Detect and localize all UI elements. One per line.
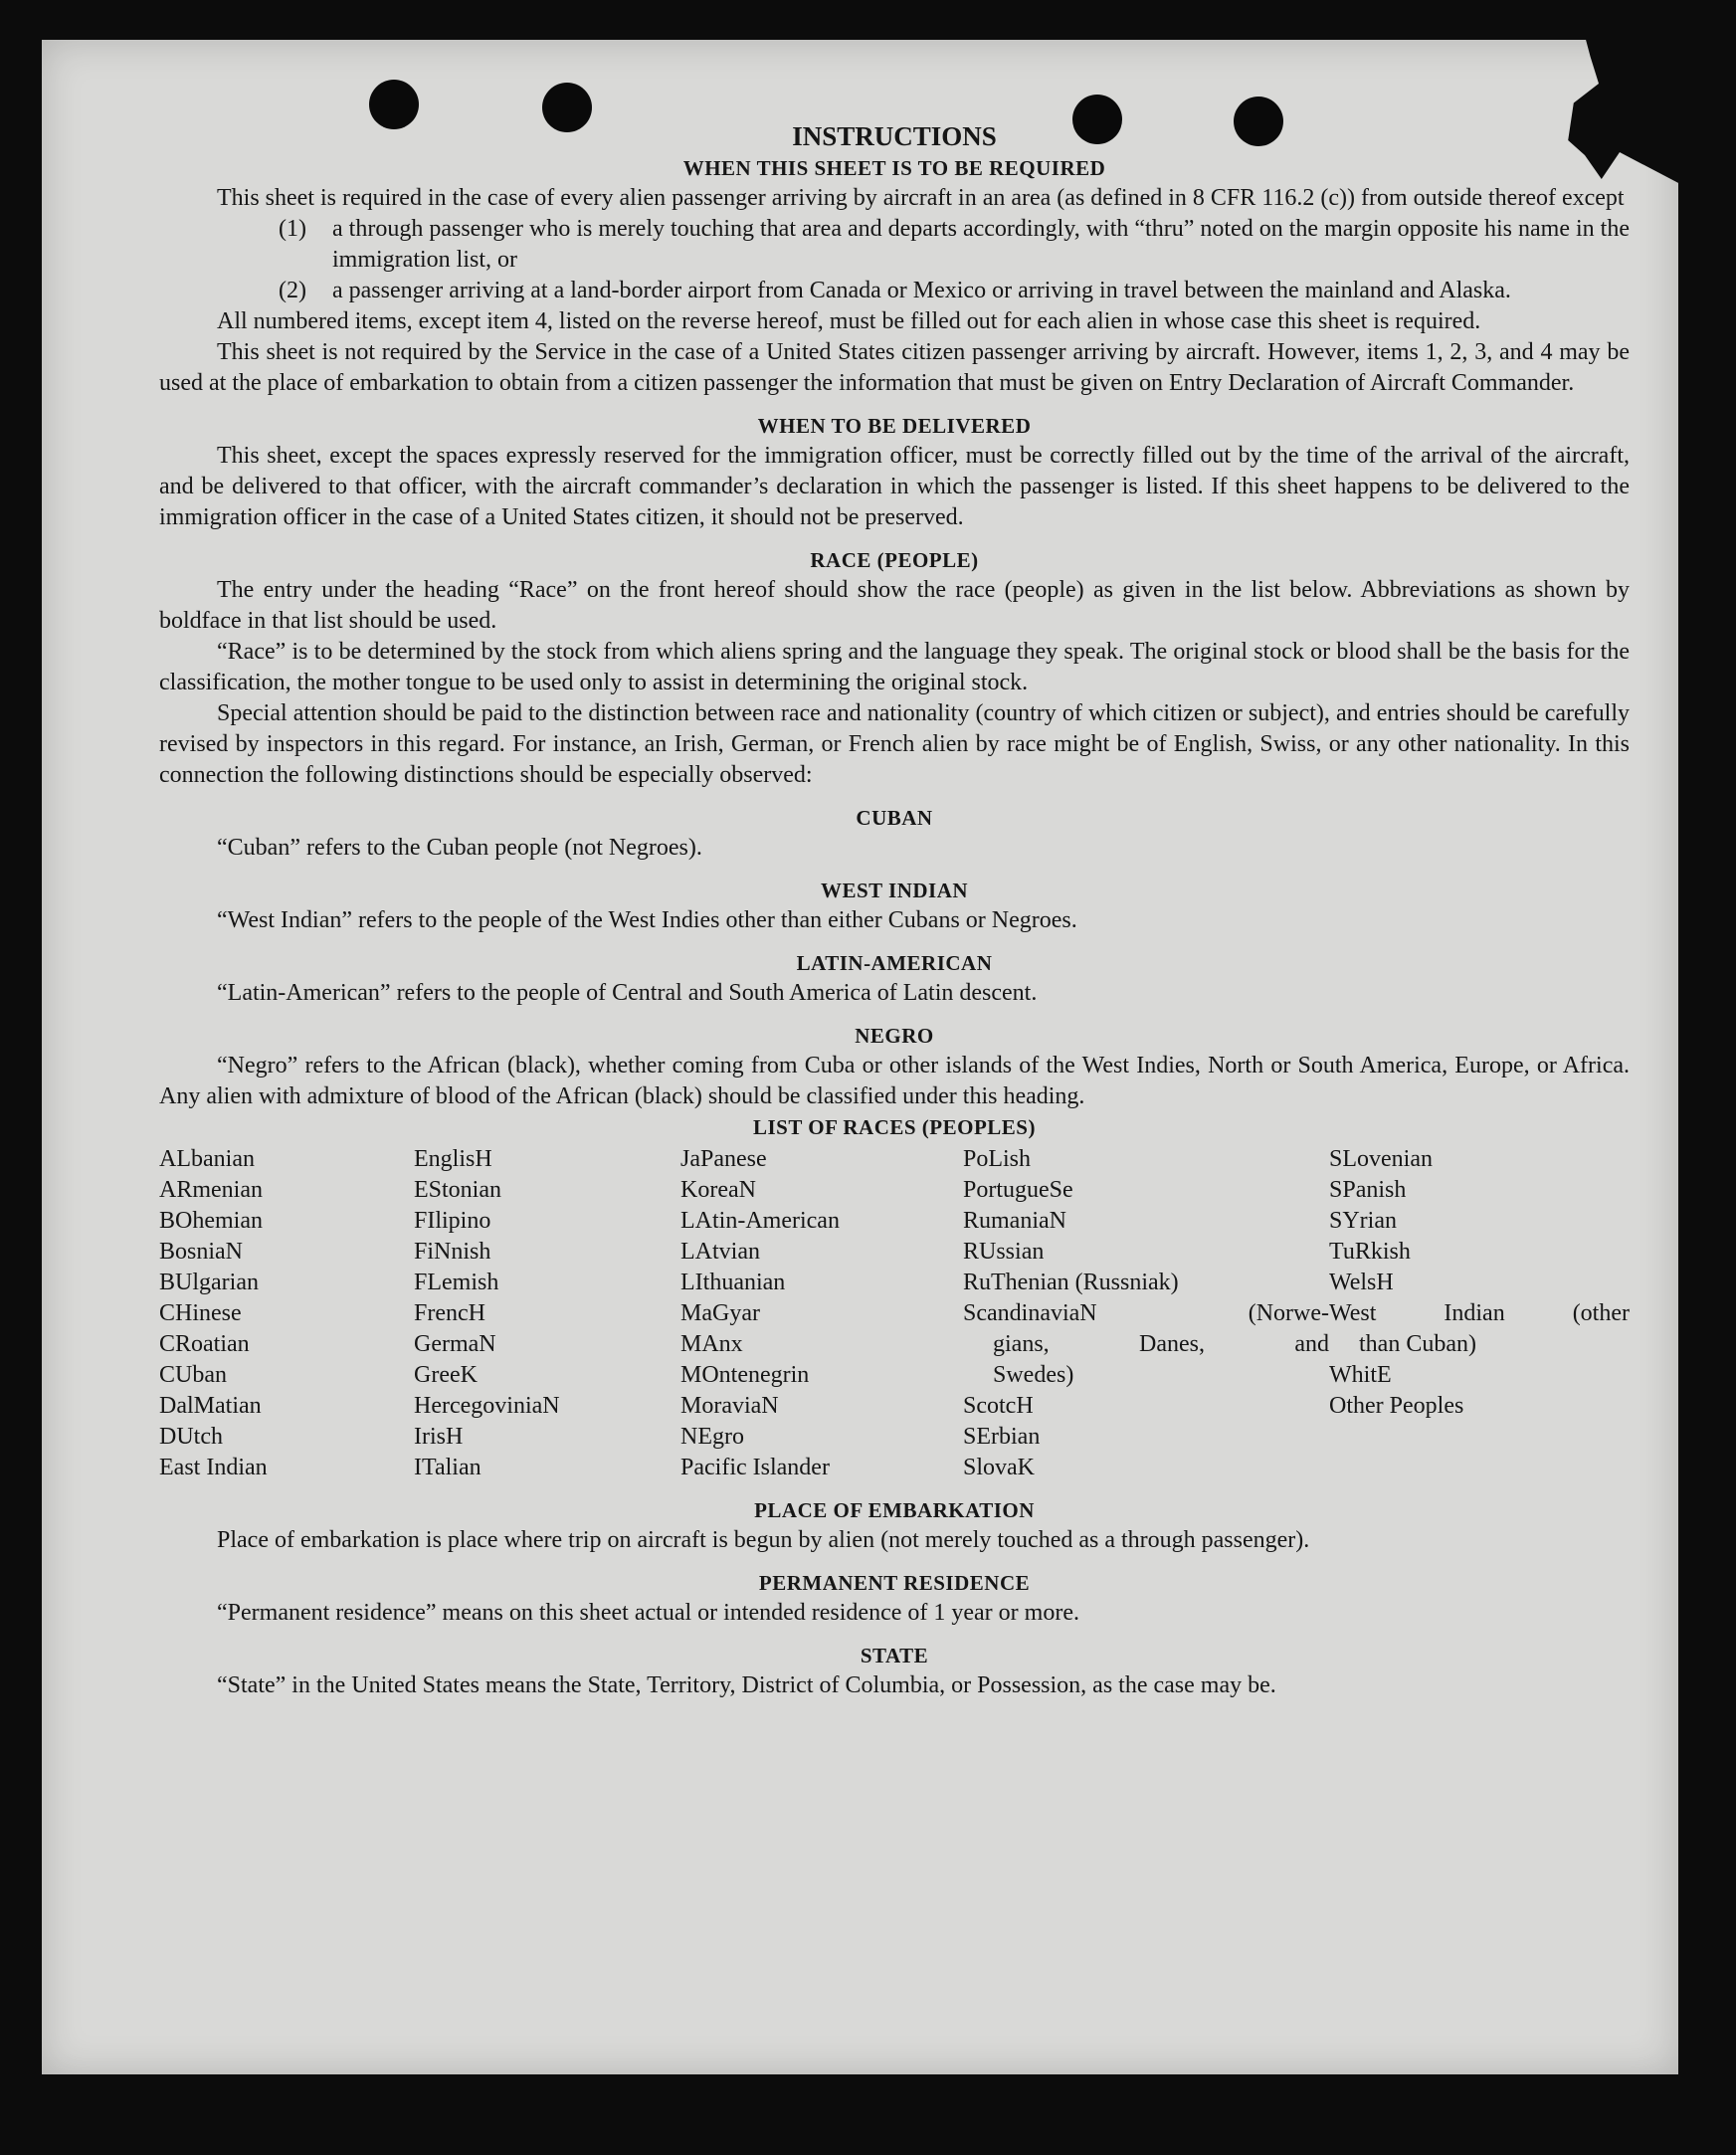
heading-place-of-embarkation: PLACE OF EMBARKATION: [754, 1498, 1035, 1522]
race-entry: MoraviaN: [680, 1393, 779, 1419]
page-title: INSTRUCTIONS: [792, 121, 997, 151]
para-when-delivered: This sheet, except the spaces expressly reserved for the immigration officer, must be correctly filled out by the time of the arrival of the aircraft, and be delivered to that officer, with the aircraft commander’s declaration in which the passenger is listed. If this sheet happens to be delivered to the immigration officer in the case of a United States citizen, it should not be preserved.: [159, 443, 1630, 530]
race-entry: SYrian: [1329, 1208, 1397, 1234]
heading-race: RACE (PEOPLE): [810, 548, 979, 572]
para-race-entry: The entry under the heading “Race” on the front hereof should show the race (people) as given in the list below. Abbreviations as shown by boldface in that list should be used.: [159, 577, 1630, 634]
race-entry: ITalian: [414, 1455, 482, 1480]
race-entry: SlovaK: [963, 1455, 1035, 1480]
race-list: [159, 1144, 1630, 1483]
race-entry: TuRkish: [1329, 1239, 1411, 1265]
race-entry: BosniaN: [159, 1239, 243, 1265]
race-entry: MOntenegrin: [680, 1362, 810, 1388]
race-entry: ScandinaviaN (Norwe-: [963, 1300, 1329, 1326]
para-when-required-intro: This sheet is required in the case of every alien passenger arriving by aircraft in an area (as defined in 8 CFR 116.2 (c)) from outside thereof except: [217, 185, 1625, 211]
exception-number: (1): [279, 216, 306, 242]
para-state: “State” in the United States means the State, Territory, District of Columbia, or Possession, as the case may be.: [217, 1672, 1276, 1698]
heading-latin-american: LATIN-AMERICAN: [796, 951, 993, 975]
race-entry: Pacific Islander: [680, 1455, 830, 1480]
heading-permanent-residence: PERMANENT RESIDENCE: [758, 1571, 1031, 1595]
race-entry: West Indian (other: [1329, 1300, 1630, 1326]
heading-cuban: CUBAN: [856, 806, 933, 830]
race-entry: LAtin-American: [680, 1208, 840, 1234]
heading-negro: NEGRO: [855, 1024, 934, 1048]
instructions-content: [159, 119, 1630, 1701]
race-entry: gians, Danes, and: [993, 1331, 1329, 1357]
race-entry: RuThenian (Russniak): [963, 1270, 1179, 1295]
heading-when-delivered: WHEN TO BE DELIVERED: [757, 414, 1032, 438]
heading-state: STATE: [860, 1644, 929, 1667]
race-entry: BUlgarian: [159, 1270, 259, 1295]
exception-text: a passenger arriving at a land-border airport from Canada or Mexico or arriving in travel between the mainland and Alaska.: [332, 278, 1511, 303]
heading-list-of-races: LIST OF RACES (PEOPLES): [753, 1115, 1036, 1139]
race-entry: MAnx: [680, 1331, 743, 1357]
race-column: [680, 1144, 963, 1483]
para-permanent-residence: “Permanent residence” means on this sheet actual or intended residence of 1 year or more.: [217, 1600, 1079, 1626]
exception-text: a through passenger who is merely touching that area and departs accordingly, with “thru” noted on the margin opposite his name in the immigration list, or: [332, 216, 1630, 273]
para-numbered-items: All numbered items, except item 4, listed on the reverse hereof, must be filled out for each alien in whose case this sheet is required.: [217, 308, 1481, 334]
race-entry: MaGyar: [680, 1300, 760, 1326]
race-entry: Other Peoples: [1329, 1393, 1464, 1419]
race-entry: EnglisH: [414, 1146, 492, 1172]
para-race-definition: “Race” is to be determined by the stock from which aliens spring and the language they speak. The original stock or blood shall be the basis for the classification, the mother tongue to be used only to assist in determining the original stock.: [159, 639, 1630, 695]
race-entry: ALbanian: [159, 1146, 255, 1172]
race-entry: FIlipino: [414, 1208, 491, 1234]
race-entry: GreeK: [414, 1362, 478, 1388]
race-entry: PoLish: [963, 1146, 1032, 1172]
race-entry: FrencH: [414, 1300, 485, 1326]
para-negro: “Negro” refers to the African (black), whether coming from Cuba or other islands of the West Indies, North or South America, Europe, or Africa. Any alien with admixture of blood of the African (black) should be classified under this heading.: [159, 1053, 1630, 1109]
race-entry: RumaniaN: [963, 1208, 1066, 1234]
race-entry: LIthuanian: [680, 1270, 786, 1295]
race-column: [963, 1144, 1329, 1483]
race-entry: EStonian: [414, 1177, 501, 1203]
race-entry: than Cuban): [1359, 1331, 1476, 1357]
race-entry: LAtvian: [680, 1239, 760, 1265]
exception-item: [159, 214, 1630, 276]
race-entry: FLemish: [414, 1270, 499, 1295]
race-entry: SLovenian: [1329, 1146, 1433, 1172]
race-entry: CUban: [159, 1362, 227, 1388]
para-place-of-embarkation: Place of embarkation is place where trip on aircraft is begun by alien (not merely touched as a through passenger).: [217, 1527, 1310, 1553]
race-entry: DUtch: [159, 1424, 223, 1450]
race-entry: East Indian: [159, 1455, 268, 1480]
race-entry: PortugueSe: [963, 1177, 1073, 1203]
race-entry: ARmenian: [159, 1177, 263, 1203]
para-west-indian: “West Indian” refers to the people of the West Indies other than either Cubans or Negroes.: [217, 907, 1077, 933]
heading-when-required: WHEN THIS SHEET IS TO BE REQUIRED: [682, 156, 1106, 180]
race-entry: ScotcH: [963, 1393, 1034, 1419]
race-entry: GermaN: [414, 1331, 496, 1357]
race-entry: CHinese: [159, 1300, 242, 1326]
para-citizen-passenger: This sheet is not required by the Service in the case of a United States citizen passenger arriving by aircraft. However, items 1, 2, 3, and 4 may be used at the place of embarkation to obtain from a citizen passenger the information that must be given on Entry Declaration of Aircraft Commander.: [159, 339, 1630, 396]
exception-item: [159, 276, 1630, 306]
race-entry: JaPanese: [680, 1146, 767, 1172]
para-latin-american: “Latin-American” refers to the people of Central and South America of Latin descent.: [217, 980, 1038, 1006]
race-entry: WhitE: [1329, 1362, 1392, 1388]
para-cuban: “Cuban” refers to the Cuban people (not Negroes).: [217, 835, 702, 861]
race-entry: CRoatian: [159, 1331, 250, 1357]
exception-number: (2): [279, 278, 306, 303]
race-column: [159, 1144, 414, 1483]
race-entry: SErbian: [963, 1424, 1041, 1450]
race-entry: IrisH: [414, 1424, 464, 1450]
race-entry: RUssian: [963, 1239, 1045, 1265]
document-sheet: [42, 40, 1678, 2074]
race-column: [1329, 1144, 1630, 1483]
heading-west-indian: WEST INDIAN: [820, 879, 969, 902]
race-entry: SPanish: [1329, 1177, 1407, 1203]
race-entry: NEgro: [680, 1424, 744, 1450]
race-entry: HercegoviniaN: [414, 1393, 560, 1419]
race-entry: DalMatian: [159, 1393, 262, 1419]
race-column: [414, 1144, 680, 1483]
race-entry: Swedes): [993, 1362, 1074, 1388]
race-entry: BOhemian: [159, 1208, 263, 1234]
race-entry: WelsH: [1329, 1270, 1394, 1295]
race-entry: FiNnish: [414, 1239, 491, 1265]
para-race-nationality: Special attention should be paid to the distinction between race and nationality (country of which citizen or subject), and entries should be carefully revised by inspectors in this regard. For instance, an Irish, German, or French alien by race might be of English, Swiss, or any other nationality. In this connection the following distinctions should be especially observed:: [159, 700, 1630, 788]
race-entry: KoreaN: [680, 1177, 756, 1203]
